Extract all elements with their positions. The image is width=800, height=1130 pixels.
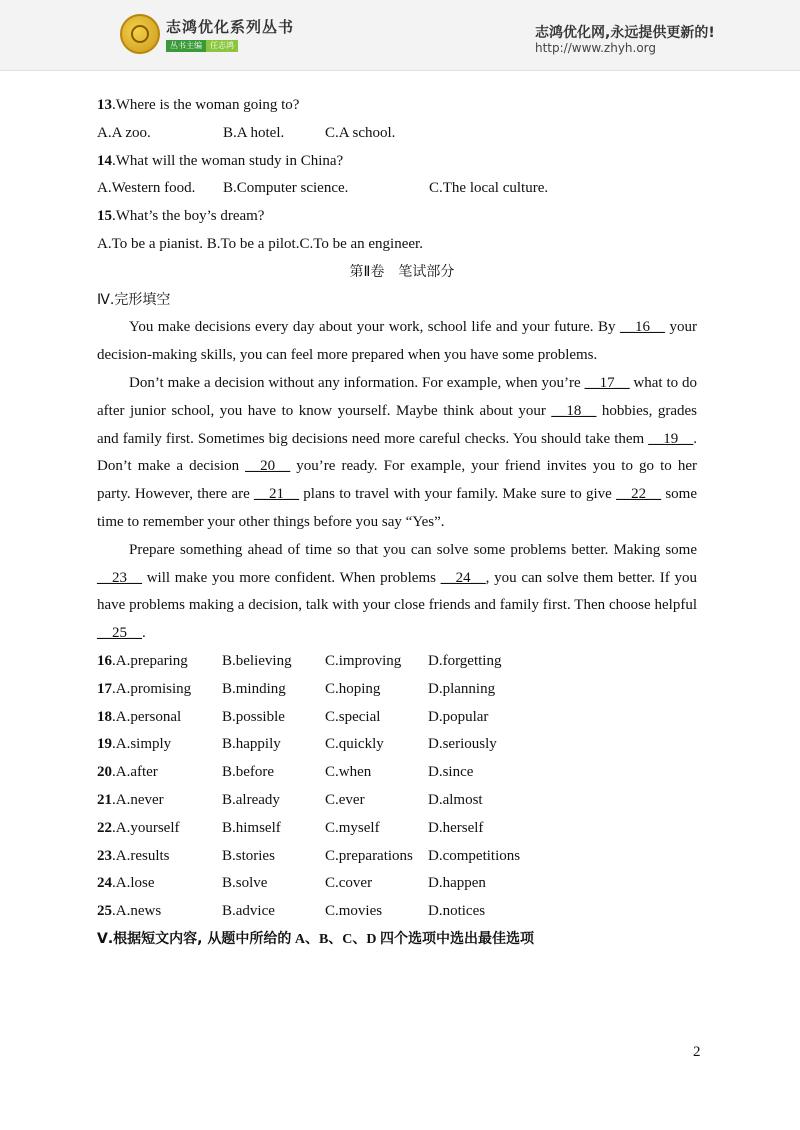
question-15	[97, 203, 697, 231]
option-c: C.when	[325, 764, 372, 781]
cloze-option-row	[97, 731, 697, 759]
cloze-option-row	[97, 787, 697, 815]
question-text: .What’s the boy’s dream?	[112, 208, 265, 225]
blank-24: __24__	[440, 569, 486, 586]
section-5-title	[97, 926, 697, 954]
blank-19: __19__	[648, 430, 694, 447]
passage-paragraph-1	[97, 314, 697, 370]
option-b: B.solve	[222, 875, 268, 892]
cloze-option-row	[97, 648, 697, 676]
cloze-option-row	[97, 759, 697, 787]
question-13-options	[97, 120, 697, 148]
passage-text: plans to travel with your family. Make sure to give	[299, 486, 617, 503]
question-text: .What will the woman study in China?	[112, 152, 344, 169]
page-header	[0, 0, 800, 71]
option-a: A.To be a pianist.	[97, 235, 204, 252]
question-14	[97, 148, 697, 176]
question-number: 19	[97, 736, 112, 753]
passage-text: your decision-making skills, you can feel more prepared when you have some problems.	[97, 319, 697, 364]
part-2-title: 第Ⅱ卷 笔试部分	[349, 263, 455, 280]
option-b: B.happily	[222, 736, 281, 753]
site-url[interactable]: http://www.zhyh.org	[535, 41, 657, 55]
option-b: B.advice	[222, 903, 275, 920]
passage-paragraph-2	[97, 370, 697, 537]
option-c: C.To be an engineer.	[299, 235, 423, 252]
section-5-letters: A、B、C、D	[291, 931, 381, 947]
passage-text: what to do after junior school, you have to know yourself. Maybe think about your	[97, 374, 698, 419]
question-number: 13	[97, 97, 112, 113]
question-number: 22	[97, 819, 112, 836]
option-d: D.popular	[428, 708, 489, 725]
editor-name: 任志鸿	[206, 40, 238, 52]
option-c: C.A school.	[325, 124, 396, 141]
option-c: C.special	[325, 708, 381, 725]
page-number: 2	[693, 1044, 701, 1060]
blank-23: __23__	[97, 569, 142, 586]
option-d: D.almost	[428, 791, 483, 808]
question-number: 23	[97, 847, 112, 864]
blank-16: __16__	[620, 319, 666, 336]
question-number: 20	[97, 764, 112, 781]
question-15-options	[97, 231, 697, 259]
option-c: C.preparations	[325, 847, 413, 864]
passage-text: , you can solve them better. If you have problems making a decision, talk with your close friends and family first. Then choose helpful	[97, 569, 697, 614]
question-number: 17	[97, 680, 112, 697]
option-b: B.stories	[222, 847, 275, 864]
option-a: .A.personal	[112, 708, 182, 725]
option-b: B.possible	[222, 708, 285, 725]
passage-text: some time to remember your other things before you say “Yes”.	[97, 486, 697, 530]
option-c: C.improving	[325, 652, 402, 669]
brand-title: 志鸿优化系列丛书	[166, 18, 295, 36]
section-4-title: Ⅳ.完形填空	[97, 291, 171, 308]
cloze-option-row	[97, 843, 697, 871]
blank-18: __18__	[551, 402, 597, 419]
option-b: B.already	[222, 791, 280, 808]
option-d: D.forgetting	[428, 652, 502, 669]
question-number: 18	[97, 708, 112, 725]
site-slogan: 志鸿优化网,永远提供更新的!	[535, 25, 715, 41]
option-b: B.To be a pilot.	[206, 235, 300, 252]
cloze-option-row	[97, 704, 697, 732]
question-number: 16	[97, 652, 112, 669]
blank-20: __20__	[245, 458, 291, 475]
passage-text: you’re ready. For example, your friend invites you to go to her party. However, there are	[97, 458, 697, 503]
option-d: D.herself	[428, 819, 484, 836]
option-a: A.A zoo.	[97, 124, 151, 141]
option-a: .A.yourself	[112, 819, 180, 836]
option-d: D.seriously	[428, 736, 497, 753]
option-a: .A.simply	[112, 736, 172, 753]
option-d: D.planning	[428, 680, 496, 697]
cloze-option-row	[97, 870, 697, 898]
brand-logo	[120, 12, 320, 58]
brand-badges	[166, 40, 238, 52]
option-c: C.hoping	[325, 680, 381, 697]
passage-text: . Don’t make a decision	[97, 430, 697, 475]
document-body	[97, 92, 697, 954]
option-b: B.minding	[222, 680, 286, 697]
option-b: B.himself	[222, 819, 281, 836]
passage-text: Don’t make a decision without any information. For example, when you’re	[129, 374, 585, 391]
option-c: C.movies	[325, 903, 383, 920]
passage-paragraph-3	[97, 537, 697, 648]
section-5-suffix: 四个选项中选出最佳选项	[380, 930, 535, 947]
question-number: 21	[97, 791, 112, 808]
option-b: B.believing	[222, 652, 292, 669]
passage-text: will make you more confident. When problems	[142, 569, 441, 586]
section-5-prefix: Ⅴ.根据短文内容, 从题中所给的	[97, 930, 292, 947]
question-number: 15	[97, 208, 112, 225]
question-number: 24	[97, 875, 112, 892]
option-a: .A.preparing	[112, 652, 188, 669]
option-a: .A.news	[112, 903, 162, 920]
cloze-option-row	[97, 898, 697, 926]
option-c: C.ever	[325, 791, 365, 808]
seal-icon	[120, 14, 160, 54]
blank-21: __21__	[254, 486, 300, 503]
question-number: 14	[97, 152, 112, 169]
option-c: C.myself	[325, 819, 380, 836]
option-b: B.A hotel.	[223, 124, 285, 141]
cloze-option-row	[97, 815, 697, 843]
option-b: B.before	[222, 764, 275, 781]
blank-22: __22__	[616, 486, 662, 503]
option-a: .A.promising	[112, 680, 192, 697]
option-c: C.cover	[325, 875, 373, 892]
option-c: C.The local culture.	[429, 180, 549, 197]
option-d: D.happen	[428, 875, 486, 892]
passage-text: You make decisions every day about your work, school life and your future. By	[129, 319, 621, 336]
cloze-option-row	[97, 676, 697, 704]
option-c: C.quickly	[325, 736, 384, 753]
question-13	[97, 92, 697, 120]
blank-25: __25__	[97, 625, 142, 642]
option-d: D.since	[428, 764, 474, 781]
option-d: D.competitions	[428, 847, 521, 864]
blank-17: __17__	[584, 374, 630, 391]
question-14-options	[97, 175, 697, 203]
editor-label: 丛书主编	[166, 40, 206, 52]
option-d: D.notices	[428, 903, 486, 920]
option-a: .A.after	[112, 764, 158, 781]
option-b: B.Computer science.	[223, 180, 349, 197]
passage-text: .	[142, 625, 146, 642]
option-a: .A.lose	[112, 875, 155, 892]
passage-text: Prepare something ahead of time so that you can solve some problems better. Making some	[129, 541, 697, 558]
option-a: .A.results	[112, 847, 170, 864]
option-a: .A.never	[112, 791, 164, 808]
question-number: 25	[97, 903, 112, 920]
question-text: .Where is the woman going to?	[112, 97, 300, 113]
passage-text: hobbies, grades and family first. Sometimes big decisions need more careful checks. You should take them	[97, 402, 697, 447]
option-a: A.Western food.	[97, 180, 196, 197]
